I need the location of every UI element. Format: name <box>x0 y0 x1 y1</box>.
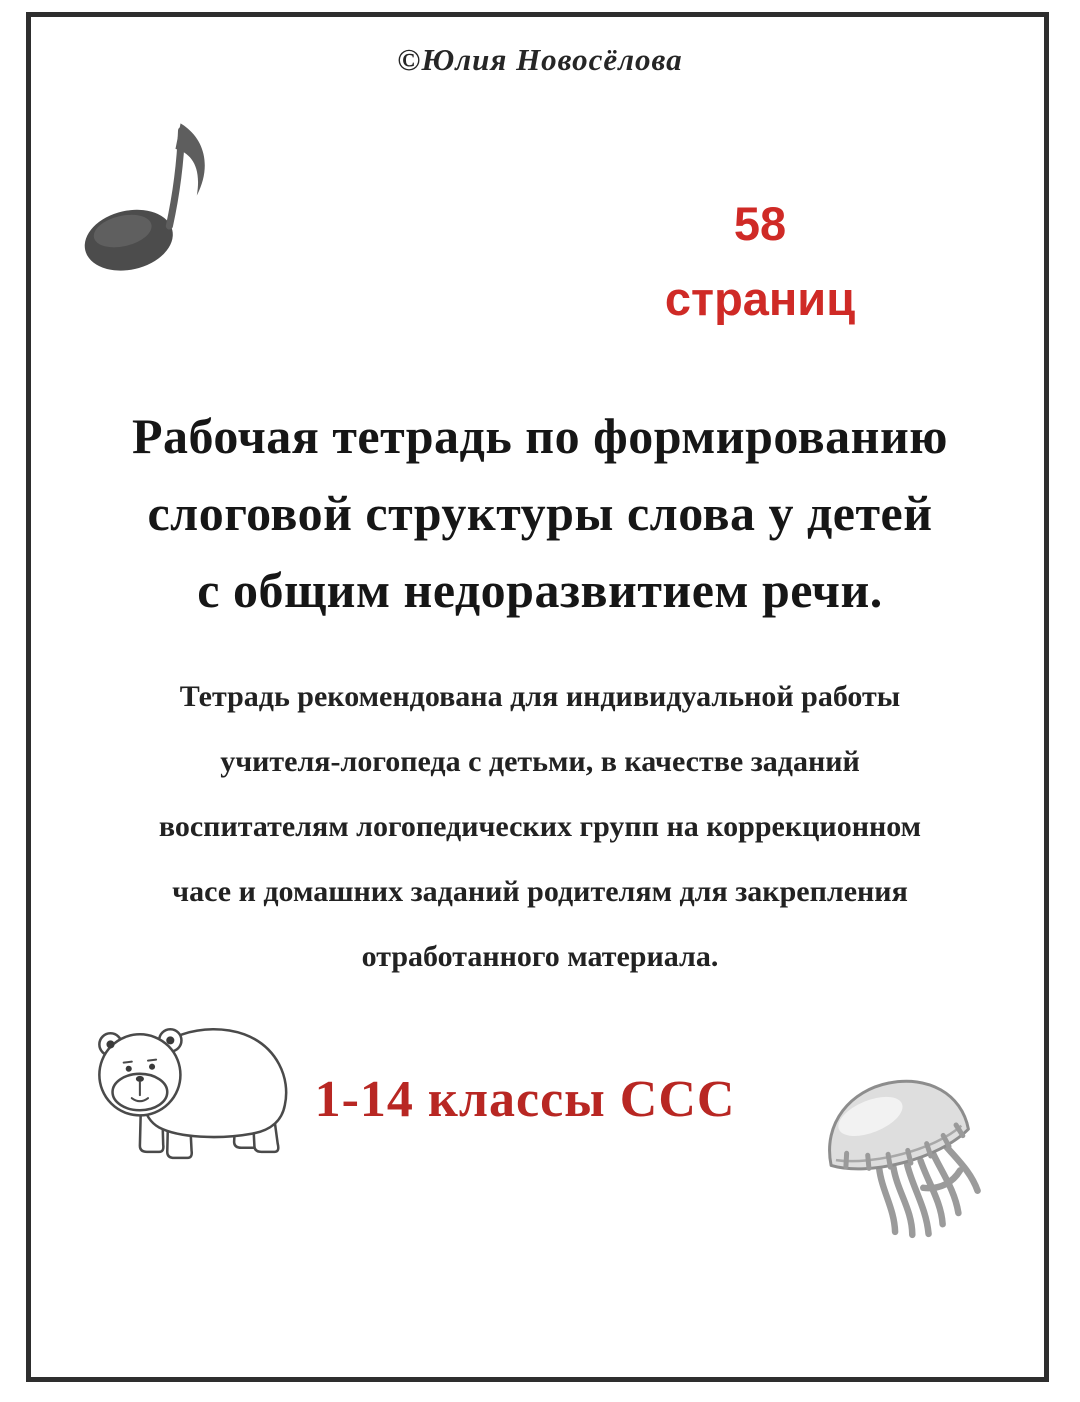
title-line-2: слоговой структуры слова у детей <box>147 485 933 541</box>
description-line-4: часе и домашних заданий родителям для закрепления <box>172 875 908 908</box>
page-count-number: 58 <box>733 197 787 250</box>
page-count-label: страниц <box>664 272 856 325</box>
description-line-5: отработанного материала. <box>361 940 719 973</box>
title-line-3: с общим недоразвитием речи. <box>197 562 883 618</box>
copyright-line: ©Юлия Новосёлова <box>397 42 683 77</box>
music-note-icon <box>78 110 210 278</box>
description-line-3: воспитателям логопедических групп на коррекционном <box>158 810 922 843</box>
classes-label: 1-14 классы ССС <box>314 1071 736 1128</box>
jellyfish-icon <box>815 1070 993 1255</box>
description-line-1: Тетрадь рекомендована для индивидуальной работы <box>179 680 901 713</box>
description-line-2: учителя-логопеда с детьми, в качестве заданий <box>220 745 860 778</box>
main-title <box>0 398 1080 629</box>
title-line-1: Рабочая тетрадь по формированию <box>131 408 948 464</box>
page-count-badge <box>555 186 965 336</box>
description-paragraph <box>40 664 1040 989</box>
